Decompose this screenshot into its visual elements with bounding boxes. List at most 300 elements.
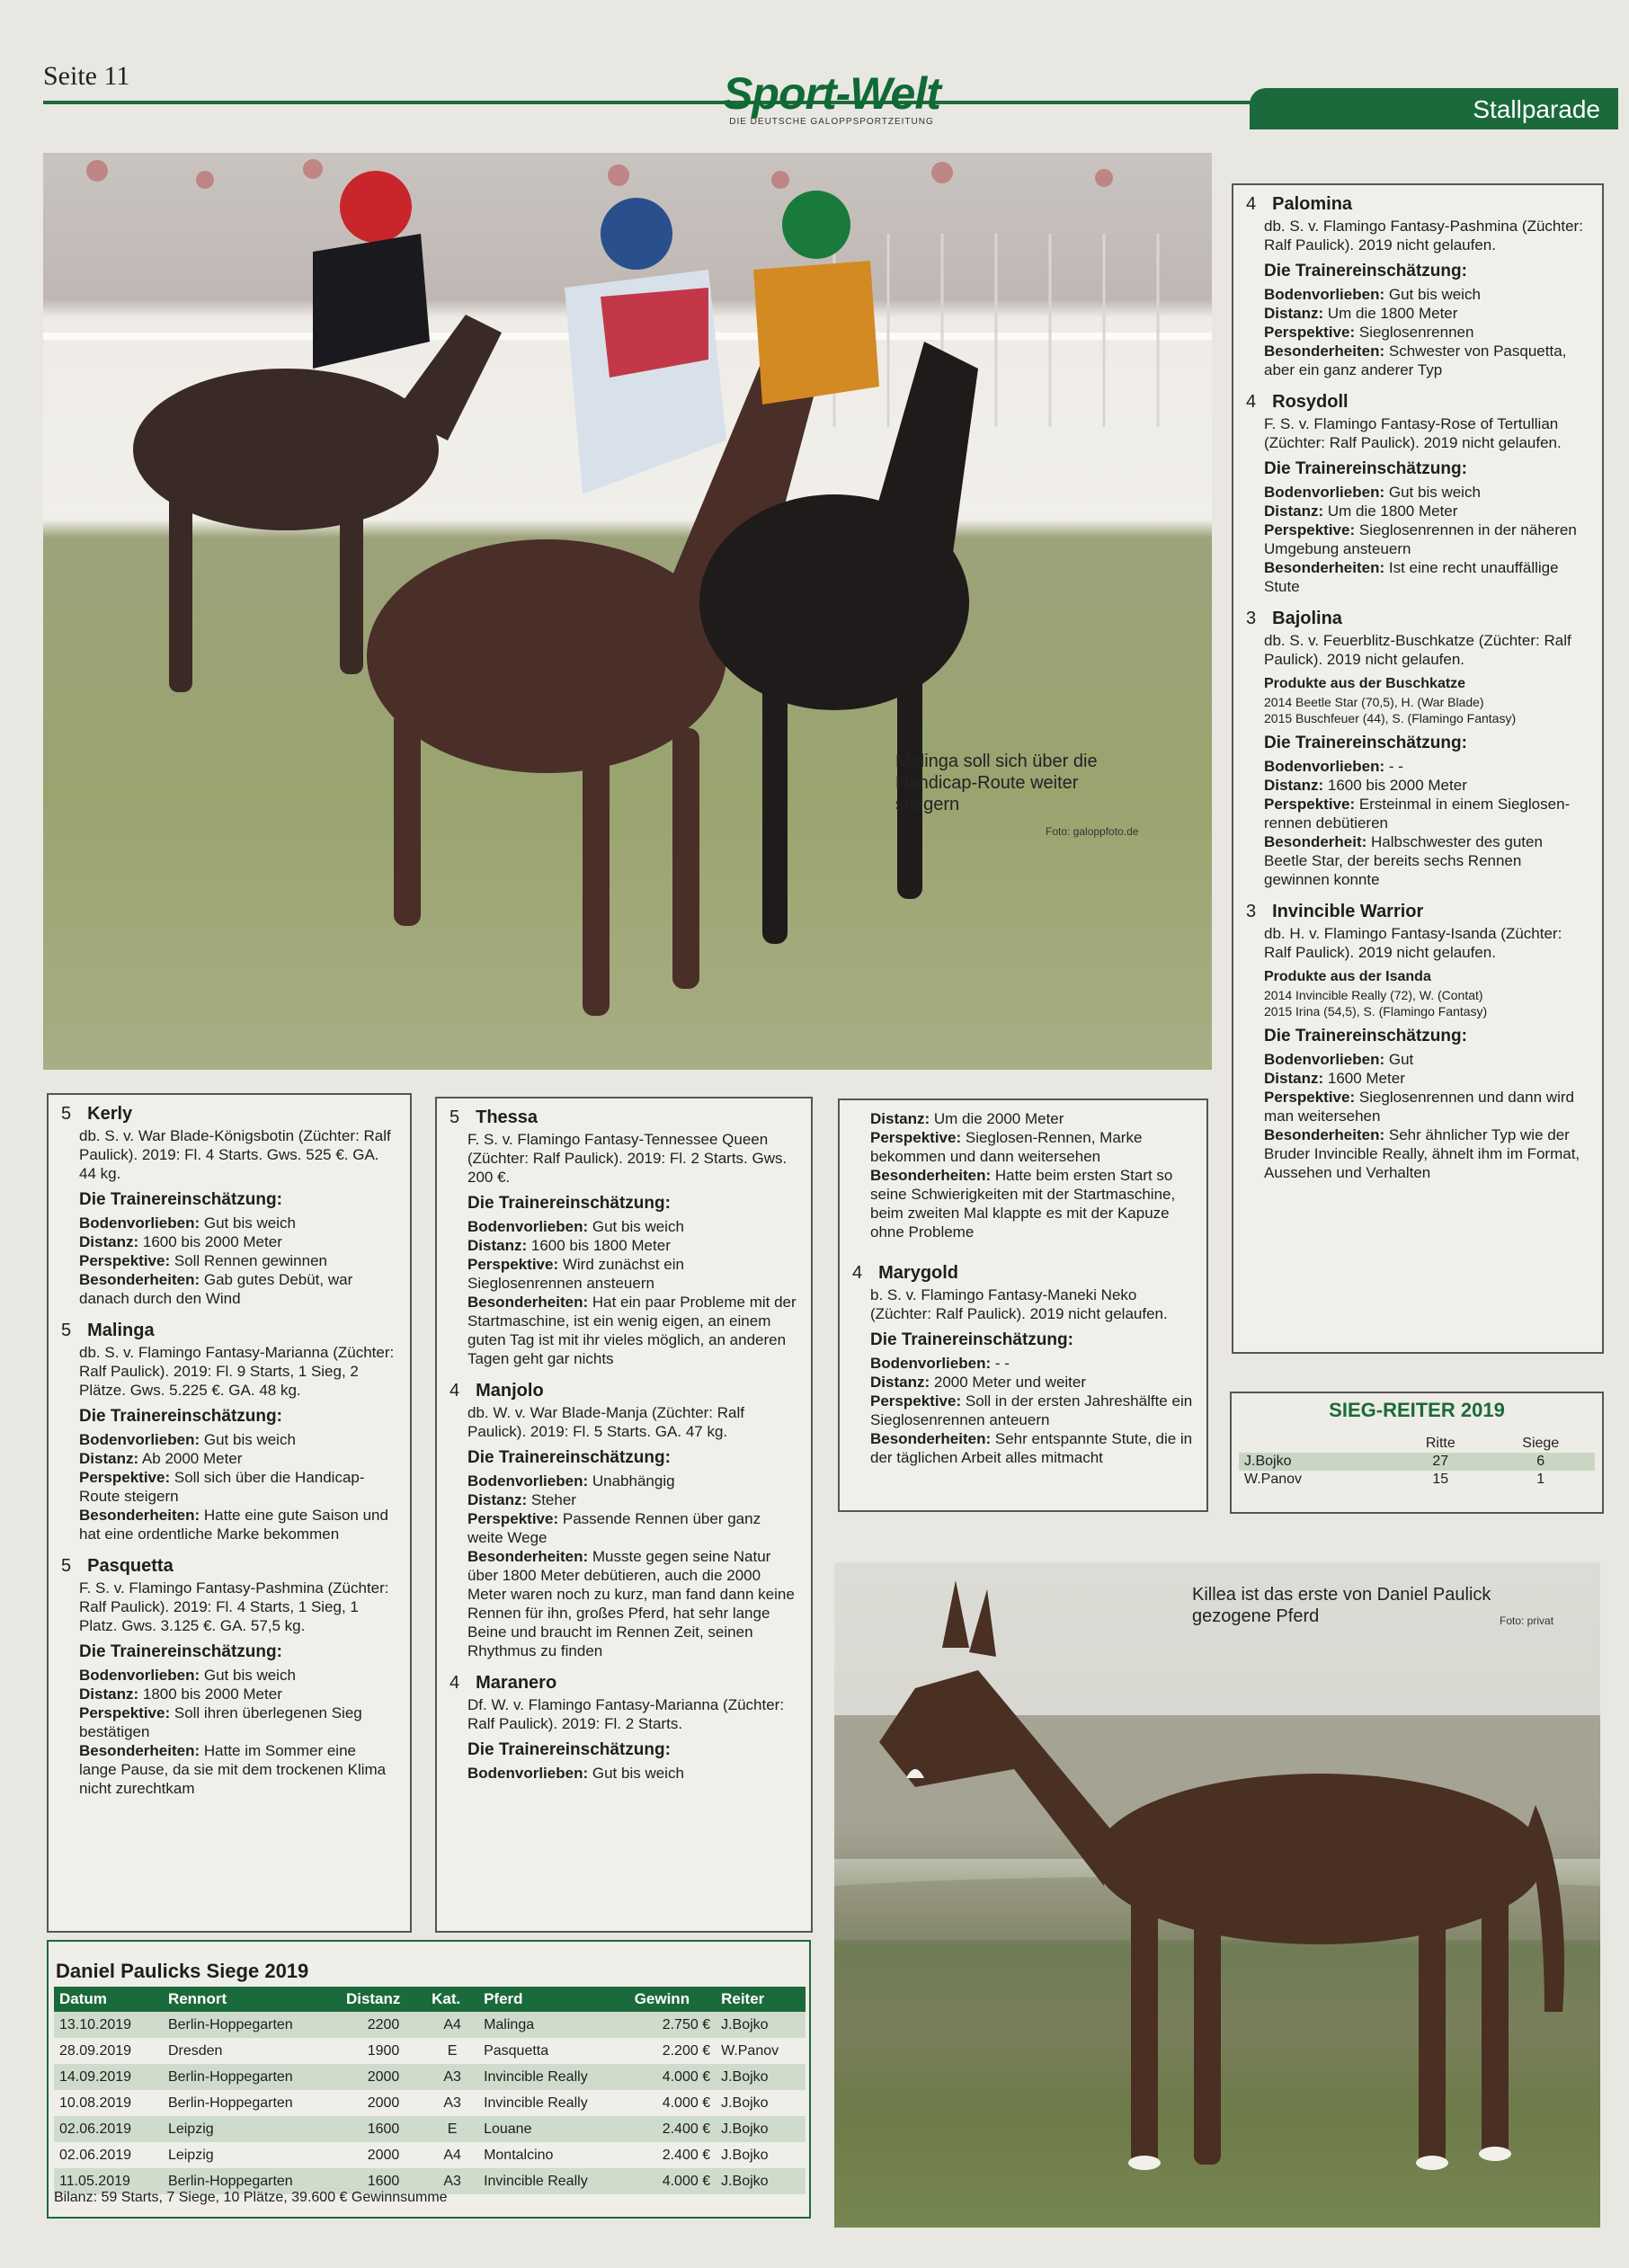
header-rennort: Rennort (163, 1987, 341, 2012)
results-box (47, 1940, 811, 2219)
cell-date: 02.06.2019 (54, 2116, 163, 2142)
assessment-distanz (1264, 776, 1589, 795)
assessment-besonderheiten (1264, 1125, 1589, 1182)
assessment-distanz (467, 1490, 798, 1509)
assessment-label: Bodenvorlieben: (467, 1765, 589, 1782)
assessment-value: Gut bis weich (203, 1214, 296, 1232)
assessment-label: Bodenvorlieben: (1264, 286, 1385, 303)
assessment-perspektive (1264, 1088, 1589, 1125)
assessment-label: Besonderheiten: (79, 1507, 200, 1524)
assessment-label: Bodenvorlieben: (467, 1472, 589, 1490)
cell-prize: 2.200 € (662, 2042, 711, 2059)
trainer-assessment-heading: Die Trainereinschätzung: (79, 1642, 282, 1661)
trainer-assessment-heading: Die Trainereinschätzung: (467, 1194, 671, 1213)
assessment-value: 1600 bis 2000 Meter (1327, 777, 1467, 794)
assessment-label: Besonderheiten: (1264, 1126, 1385, 1143)
sieg-rider: J.Bojko (1244, 1454, 1292, 1469)
table-row (54, 2116, 806, 2142)
cell-rider: J.Bojko (716, 2012, 806, 2038)
horse-entry (450, 1107, 798, 1368)
header-datum: Datum (54, 1987, 163, 2012)
assessment-value: Hat ein paar Probleme mit der Startmaschine, ist ein wenig eigen, an einem guten Tag ist mit ihr vieles möglich, an anderen Tagen geht gar nichts (467, 1294, 797, 1367)
assessment-boden (870, 1354, 1194, 1373)
column-2-entries (450, 1107, 798, 1783)
page-number: Seite 11 (43, 61, 130, 91)
horse-name: Malinga (87, 1321, 155, 1340)
cell-venue: Leipzig (163, 2116, 341, 2142)
assessment-value: Gut bis weich (1388, 286, 1481, 303)
assessment-label: Perspektive: (79, 1252, 171, 1269)
assessment-value: 1800 bis 2000 Meter (142, 1685, 282, 1703)
sieg-ritte: 27 (1432, 1454, 1449, 1469)
cell-rider: J.Bojko (721, 2095, 769, 2111)
assessment-value: Soll sich über die Handicap-Route steigern (79, 1469, 365, 1505)
sieg-row (1239, 1471, 1595, 1489)
horse-name: Pasquetta (87, 1556, 174, 1576)
assessment-distanz (467, 1236, 798, 1255)
assessment-value: - - (1388, 758, 1403, 775)
horse-age: 4 (1246, 392, 1257, 412)
column-3-box (838, 1098, 1208, 1512)
horse-entry (450, 1673, 798, 1783)
cell-venue: Dresden (167, 2042, 223, 2059)
horse-name: Kerly (87, 1104, 133, 1124)
assessment-value: Gut (1388, 1051, 1414, 1068)
assessment-value: Steher (530, 1491, 576, 1508)
cell-distance: 2000 (367, 2095, 400, 2111)
horse-age: 3 (1246, 902, 1257, 921)
cell-distance: 2000 (367, 2147, 400, 2163)
cell-distance: 1900 (367, 2042, 400, 2059)
horse-heading (61, 1321, 397, 1341)
assessment-label: Besonderheiten: (1264, 559, 1385, 576)
assessment-label: Distanz: (467, 1237, 528, 1254)
horse-entry (61, 1556, 397, 1798)
cell-distance: 1600 (341, 2168, 426, 2194)
assessment-distanz (870, 1373, 1194, 1392)
horse-name: Invincible Warrior (1272, 902, 1424, 921)
assessment-value: Musste gegen seine Natur über 1800 Meter debütieren, auch die 2000 Meter waren noch zu kurz, man fand dann keine Rennen für ihn, großes Pferd, hat sehr lange Beine und braucht im Rennen Zeit, seinen Rhythmus zu finden (467, 1548, 795, 1659)
horse-heading (1246, 609, 1589, 629)
assessment-boden (1264, 483, 1589, 502)
brand-tagline: DIE DEUTSCHE GALOPPSPORTZEITUNG (729, 117, 934, 127)
assessment-besonderheiten (79, 1270, 397, 1308)
cell-venue: Berlin-Hoppegarten (163, 2012, 341, 2038)
trainer-assessment-heading: Die Trainereinschätzung: (79, 1407, 282, 1426)
assessment-label: Bodenvorlieben: (79, 1667, 200, 1684)
header-kat: Kat. (426, 1987, 478, 2012)
assessment-value: 1600 Meter (1327, 1070, 1405, 1087)
table-row (54, 2064, 806, 2090)
value: Hatte beim ersten Start so seine Schwierigkeiten mit der Startmaschine, beim zweiten Mal klappte es mit der Kapuze ohne Probleme (870, 1167, 1176, 1241)
cell-date: 14.09.2019 (54, 2064, 163, 2090)
assessment-value: - - (994, 1355, 1010, 1372)
products-heading: Produkte aus der Isanda (1264, 969, 1431, 984)
section-title: Stallparade (1473, 95, 1600, 123)
cell-rider: J.Bojko (716, 2116, 806, 2142)
assessment-value: Hatte eine gute Saison und hat eine ordentliche Marke bekommen (79, 1507, 388, 1543)
cell-horse: Malinga (478, 2012, 629, 2038)
trainer-assessment-heading: Die Trainereinschätzung: (467, 1448, 671, 1467)
assessment-boden (467, 1217, 798, 1236)
cell-venue: Leipzig (167, 2147, 214, 2163)
assessment-value: Gut bis weich (592, 1765, 684, 1782)
label: Besonderheiten: (870, 1167, 992, 1184)
cell-venue: Berlin-Hoppegarten (163, 2168, 341, 2194)
cell-category: E (447, 2042, 458, 2059)
assessment-label: Distanz: (1264, 777, 1324, 794)
assessment-perspektive (467, 1509, 798, 1547)
assessment-value: Um die 1800 Meter (1327, 503, 1458, 520)
sieg-reiter-box (1230, 1392, 1604, 1514)
assessment-besonderheiten (467, 1293, 798, 1368)
assessment-boden (1264, 757, 1589, 776)
assessment-value: Soll in der ersten Jahreshälfte ein Sieglosenrennen anteuern (870, 1392, 1193, 1428)
results-title: Daniel Paulicks Siege 2019 (56, 1960, 309, 1982)
column-3-entries (852, 1263, 1194, 1467)
assessment-perspektive (79, 1703, 397, 1741)
assessment-value: 1600 bis 1800 Meter (530, 1237, 671, 1254)
assessment-perspektive (1264, 520, 1589, 558)
horse-age: 5 (450, 1107, 460, 1127)
assessment-value: Hatte im Sommer eine lange Pause, da sie mit dem trockenen Klima nicht zurechtkam (79, 1742, 387, 1797)
sieg-siege: 6 (1536, 1454, 1545, 1469)
horse-age: 4 (450, 1381, 460, 1401)
col3-cont-besonderheiten (870, 1166, 1194, 1241)
cell-distance: 2200 (341, 2012, 426, 2038)
horse-entry (61, 1104, 397, 1308)
trainer-assessment-heading: Die Trainereinschätzung: (79, 1190, 282, 1209)
horse-heading (450, 1107, 798, 1128)
horse-entry (1246, 609, 1589, 889)
assessment-besonderheiten (79, 1741, 397, 1798)
assessment-value: Halbschwester des guten Beetle Star, der bereits sechs Rennen gewinnen konnte (1264, 833, 1543, 888)
assessment-besonderheiten (467, 1547, 798, 1660)
horse-pedigree: db. S. v. Feuerblitz-Buschkatze (Züchter: Ralf Paulick). 2019 nicht gelaufen. (1264, 632, 1571, 668)
horse-entry (852, 1263, 1194, 1467)
assessment-label: Besonderheiten: (870, 1430, 992, 1447)
assessment-label: Perspektive: (79, 1469, 171, 1486)
cell-distance: 1600 (341, 2116, 426, 2142)
header-gewinn: Gewinn (629, 1987, 716, 2012)
assessment-besonderheiten (870, 1429, 1194, 1467)
product-line: 2015 Buschfeuer (44), S. (Flamingo Fantasy) (1264, 711, 1517, 725)
cell-category: A3 (426, 2064, 478, 2090)
horse-age: 3 (1246, 609, 1257, 628)
horse-entry (61, 1321, 397, 1543)
assessment-label: Perspektive: (1264, 796, 1356, 813)
sieg-header-ritte: Ritte (1425, 1436, 1455, 1451)
trainer-assessment-heading: Die Trainereinschätzung: (1264, 459, 1467, 478)
col3-cont-perspektive (870, 1128, 1194, 1166)
horse-photo-illustration (834, 1562, 1600, 2228)
assessment-distanz (79, 1449, 397, 1468)
cell-category: E (426, 2116, 478, 2142)
assessment-value: Schwester von Pasquetta, aber ein ganz anderer Typ (1264, 342, 1567, 378)
horse-pedigree: F. S. v. Flamingo Fantasy-Tennessee Queen (Züchter: Ralf Paulick). 2019: Fl. 2 Starts. Gws. 200 €. (467, 1131, 788, 1186)
trainer-assessment-heading: Die Trainereinschätzung: (1264, 262, 1467, 280)
horse-photo-credit: Foto: privat (1500, 1614, 1554, 1627)
horse-pedigree: F. S. v. Flamingo Fantasy-Rose of Tertullian (Züchter: Ralf Paulick). 2019 nicht gelaufen. (1264, 415, 1562, 451)
horse-age: 5 (61, 1321, 72, 1340)
products-heading: Produkte aus der Buschkatze (1264, 676, 1466, 691)
cell-date: 02.06.2019 (59, 2147, 132, 2163)
assessment-value: Ersteinmal in einem Sieglosen-rennen debütieren (1264, 796, 1571, 832)
assessment-value: Gut bis weich (592, 1218, 684, 1235)
assessment-distanz (1264, 1069, 1589, 1088)
trainer-assessment-heading: Die Trainereinschätzung: (1264, 734, 1467, 752)
cell-category: A4 (443, 2147, 461, 2163)
assessment-label: Besonderheiten: (79, 1271, 200, 1288)
horse-age: 4 (1246, 194, 1257, 214)
assessment-value: Soll ihren überlegenen Sieg bestätigen (79, 1704, 362, 1740)
cell-prize: 4.000 € (662, 2095, 711, 2111)
race-photo-caption: Malinga soll sich über die Handicap-Route weiter steigern (895, 752, 1098, 814)
assessment-label: Bodenvorlieben: (1264, 758, 1385, 775)
assessment-value: 1600 bis 2000 Meter (142, 1233, 282, 1250)
header-distanz: Distanz (341, 1987, 426, 2012)
horse-age: 4 (450, 1673, 460, 1693)
horse-name: Maranero (476, 1673, 557, 1693)
race-photo-credit: Foto: galoppfoto.de (1046, 825, 1139, 838)
product-line: 2014 Invincible Really (72), W. (Contat) (1264, 988, 1483, 1002)
assessment-label: Bodenvorlieben: (79, 1214, 200, 1232)
cell-date: 28.09.2019 (59, 2042, 132, 2059)
assessment-label: Distanz: (467, 1491, 528, 1508)
sieg-header-siege: Siege (1522, 1436, 1560, 1451)
cell-venue: Berlin-Hoppegarten (163, 2064, 341, 2090)
cell-prize: 4.000 € (629, 2064, 716, 2090)
table-row (54, 2090, 806, 2116)
assessment-boden (1264, 285, 1589, 304)
horse-heading (1246, 902, 1589, 922)
assessment-value: Sehr entspannte Stute, die in der täglichen Arbeit alles mitmacht (870, 1430, 1193, 1466)
horse-heading (1246, 392, 1589, 413)
assessment-boden (79, 1214, 397, 1232)
assessment-perspektive (79, 1251, 397, 1270)
label: Perspektive: (870, 1129, 962, 1146)
assessment-label: Perspektive: (1264, 1089, 1356, 1106)
results-summary: Bilanz: 59 Starts, 7 Siege, 10 Plätze, 39.600 € Gewinnsumme (54, 2190, 448, 2205)
assessment-label: Bodenvorlieben: (1264, 1051, 1385, 1068)
horse-photo (834, 1562, 1600, 2228)
assessment-value: Sieglosenrennen und dann wird man weitersehen (1264, 1089, 1574, 1125)
horse-age: 4 (852, 1263, 863, 1283)
horse-pedigree: db. W. v. War Blade-Manja (Züchter: Ralf Paulick). 2019: Fl. 5 Starts. GA. 47 kg. (467, 1404, 744, 1440)
col3-cont-distanz (870, 1109, 1194, 1128)
assessment-besonderheiten (1264, 558, 1589, 596)
assessment-value: Ist eine recht unauffällige Stute (1264, 559, 1559, 595)
assessment-label: Perspektive: (1264, 521, 1356, 538)
horse-pedigree: Df. W. v. Flamingo Fantasy-Marianna (Züchter: Ralf Paulick). 2019: Fl. 2 Starts. (467, 1696, 785, 1732)
assessment-label: Bodenvorlieben: (870, 1355, 992, 1372)
assessment-label: Distanz: (79, 1685, 139, 1703)
sieg-row (1239, 1453, 1595, 1471)
horse-name: Marygold (878, 1263, 959, 1283)
cell-date: 10.08.2019 (59, 2095, 132, 2111)
assessment-label: Distanz: (1264, 1070, 1324, 1087)
cell-horse: Invincible Really (478, 2064, 629, 2090)
cell-rider: J.Bojko (721, 2147, 769, 2163)
masthead (715, 70, 948, 127)
product-line: 2015 Irina (54,5), S. (Flamingo Fantasy) (1264, 1004, 1488, 1018)
assessment-boden (79, 1430, 397, 1449)
horse-entry (1246, 392, 1589, 596)
label: Distanz: (870, 1110, 930, 1127)
sieg-header-name (1239, 1435, 1394, 1453)
cell-venue: Berlin-Hoppegarten (167, 2095, 293, 2111)
horse-name: Thessa (476, 1107, 539, 1127)
cell-rider: J.Bojko (716, 2064, 806, 2090)
product-line: 2014 Beetle Star (70,5), H. (War Blade) (1264, 695, 1484, 709)
assessment-value: Unabhängig (592, 1472, 675, 1490)
assessment-label: Distanz: (79, 1233, 139, 1250)
horse-entry (450, 1381, 798, 1660)
assessment-label: Distanz: (1264, 305, 1324, 322)
assessment-boden (467, 1764, 798, 1783)
right-column-box (1232, 183, 1604, 1354)
assessment-label: Perspektive: (467, 1510, 559, 1527)
cell-category: A4 (426, 2012, 478, 2038)
results-table (54, 1987, 806, 2194)
brand-logo: Sport-Welt (723, 68, 940, 119)
assessment-distanz (79, 1685, 397, 1703)
horse-pedigree: db. S. v. Flamingo Fantasy-Pashmina (Züchter: Ralf Paulick). 2019 nicht gelaufen. (1264, 218, 1583, 253)
horse-name: Bajolina (1272, 609, 1342, 628)
header-reiter: Reiter (716, 1987, 806, 2012)
assessment-perspektive (1264, 323, 1589, 342)
horse-pedigree: db. S. v. Flamingo Fantasy-Marianna (Züchter: Ralf Paulick). 2019: Fl. 9 Starts, 1 Sieg, 2 Plätze. Gws. 5.225 €. GA. 48 kg. (79, 1344, 395, 1399)
sieg-siege: 1 (1536, 1472, 1545, 1487)
assessment-value: Soll Rennen gewinnen (174, 1252, 327, 1269)
horse-name: Rosydoll (1272, 392, 1349, 412)
cell-prize: 4.000 € (629, 2168, 716, 2194)
assessment-label: Besonderheiten: (1264, 342, 1385, 360)
section-tab (1250, 88, 1618, 129)
cell-rider: W.Panov (721, 2042, 779, 2059)
assessment-label: Perspektive: (79, 1704, 171, 1721)
assessment-perspektive (1264, 795, 1589, 832)
horse-pedigree: F. S. v. Flamingo Fantasy-Pashmina (Züchter: Ralf Paulick). 2019: Fl. 4 Starts, 1 Sieg, 1 Platz. Gws. 3.125 €. GA. 57,5 kg. (79, 1579, 389, 1634)
value: Sieglosen-Rennen, Marke bekommen und dann weitersehen (870, 1129, 1143, 1165)
cell-prize: 2.750 € (629, 2012, 716, 2038)
table-row (54, 2038, 806, 2064)
assessment-perspektive (79, 1468, 397, 1506)
assessment-besonderheiten (1264, 342, 1589, 379)
col3-continuation (852, 1109, 1194, 1241)
assessment-boden (79, 1666, 397, 1685)
cell-date: 13.10.2019 (54, 2012, 163, 2038)
cell-horse: Montalcino (484, 2147, 554, 2163)
sieg-reiter-title: SIEG-REITER 2019 (1329, 1399, 1505, 1421)
assessment-label: Bodenvorlieben: (79, 1431, 200, 1448)
assessment-boden (467, 1472, 798, 1490)
assessment-label: Bodenvorlieben: (1264, 484, 1385, 501)
cell-rider: J.Bojko (716, 2168, 806, 2194)
assessment-label: Perspektive: (1264, 324, 1356, 341)
horse-entry (1246, 902, 1589, 1182)
cell-horse: Pasquetta (484, 2042, 549, 2059)
assessment-label: Perspektive: (870, 1392, 962, 1410)
assessment-besonderheiten (79, 1506, 397, 1543)
assessment-value: Gut bis weich (203, 1431, 296, 1448)
assessment-label: Distanz: (79, 1450, 139, 1467)
assessment-besonderheit (1264, 832, 1589, 889)
assessment-value: Wird zunächst ein Sieglosenrennen ansteuern (467, 1256, 684, 1292)
table-row (54, 2142, 806, 2168)
assessment-value: Um die 1800 Meter (1327, 305, 1458, 322)
assessment-value: Passende Rennen über ganz weite Wege (467, 1510, 761, 1546)
cell-category: A3 (443, 2095, 461, 2111)
assessment-distanz (1264, 304, 1589, 323)
cell-horse: Louane (478, 2116, 629, 2142)
cell-horse: Invincible Really (478, 2168, 629, 2194)
assessment-label: Besonderheiten: (467, 1294, 589, 1311)
value: Um die 2000 Meter (933, 1110, 1064, 1127)
assessment-value: 2000 Meter und weiter (933, 1374, 1087, 1391)
trainer-assessment-heading: Die Trainereinschätzung: (870, 1330, 1073, 1349)
assessment-label: Bodenvorlieben: (467, 1218, 589, 1235)
assessment-boden (1264, 1050, 1589, 1069)
horse-pedigree: db. S. v. War Blade-Königsbotin (Züchter: Ralf Paulick). 2019: Fl. 4 Starts. Gws. 525 €. GA. 44 kg. (79, 1127, 391, 1182)
assessment-perspektive (870, 1392, 1194, 1429)
assessment-label: Besonderheiten: (79, 1742, 200, 1759)
cell-date: 11.05.2019 (54, 2168, 163, 2194)
cell-distance: 2000 (341, 2064, 426, 2090)
trainer-assessment-heading: Die Trainereinschätzung: (467, 1740, 671, 1759)
table-row (54, 2012, 806, 2038)
race-photo (43, 153, 1212, 1070)
horse-heading (450, 1381, 798, 1401)
horse-heading (1246, 194, 1589, 215)
assessment-perspektive (467, 1255, 798, 1293)
horse-heading (61, 1104, 397, 1125)
assessment-value: Gut bis weich (203, 1667, 296, 1684)
race-photo-illustration (43, 153, 1212, 1070)
horse-photo-caption: Killea ist das erste von Daniel Paulick gezogene Pferd (1192, 1585, 1491, 1626)
cell-category: A3 (426, 2168, 478, 2194)
cell-prize: 2.400 € (629, 2116, 716, 2142)
sieg-reiter-table (1239, 1435, 1595, 1489)
horse-pedigree: db. H. v. Flamingo Fantasy-Isanda (Züchter: Ralf Paulick). 2019 nicht gelaufen. (1264, 925, 1562, 961)
column-1-entries (61, 1104, 397, 1798)
header-pferd: Pferd (478, 1987, 629, 2012)
assessment-label: Besonderheit: (1264, 833, 1367, 850)
horse-heading (61, 1556, 397, 1577)
assessment-value: Gab gutes Debüt, war danach durch den Wind (79, 1271, 353, 1307)
sieg-reiter-header (1239, 1435, 1595, 1453)
horse-age: 5 (61, 1104, 72, 1124)
assessment-value: Sehr ähnlicher Typ wie der Bruder Invincible Really, ähnelt ihm im Format, Aussehen und Verhalten (1264, 1126, 1580, 1181)
trainer-assessment-heading: Die Trainereinschätzung: (1264, 1027, 1467, 1045)
cell-prize: 2.400 € (662, 2147, 711, 2163)
assessment-value: Ab 2000 Meter (141, 1450, 243, 1467)
horse-name: Manjolo (476, 1381, 544, 1401)
sieg-ritte: 15 (1432, 1472, 1449, 1487)
horse-pedigree: b. S. v. Flamingo Fantasy-Maneki Neko (Züchter: Ralf Paulick). 2019 nicht gelaufen. (870, 1286, 1168, 1322)
cell-horse: Invincible Really (484, 2095, 588, 2111)
assessment-label: Distanz: (1264, 503, 1324, 520)
horse-age: 5 (61, 1556, 72, 1576)
right-column-entries (1246, 194, 1589, 1182)
assessment-label: Distanz: (870, 1374, 930, 1391)
assessment-distanz (1264, 502, 1589, 520)
horse-name: Palomina (1272, 194, 1353, 214)
assessment-label: Perspektive: (467, 1256, 559, 1273)
results-header-row (54, 1987, 806, 2012)
assessment-value: Gut bis weich (1388, 484, 1481, 501)
sieg-rider: W.Panov (1244, 1472, 1303, 1487)
